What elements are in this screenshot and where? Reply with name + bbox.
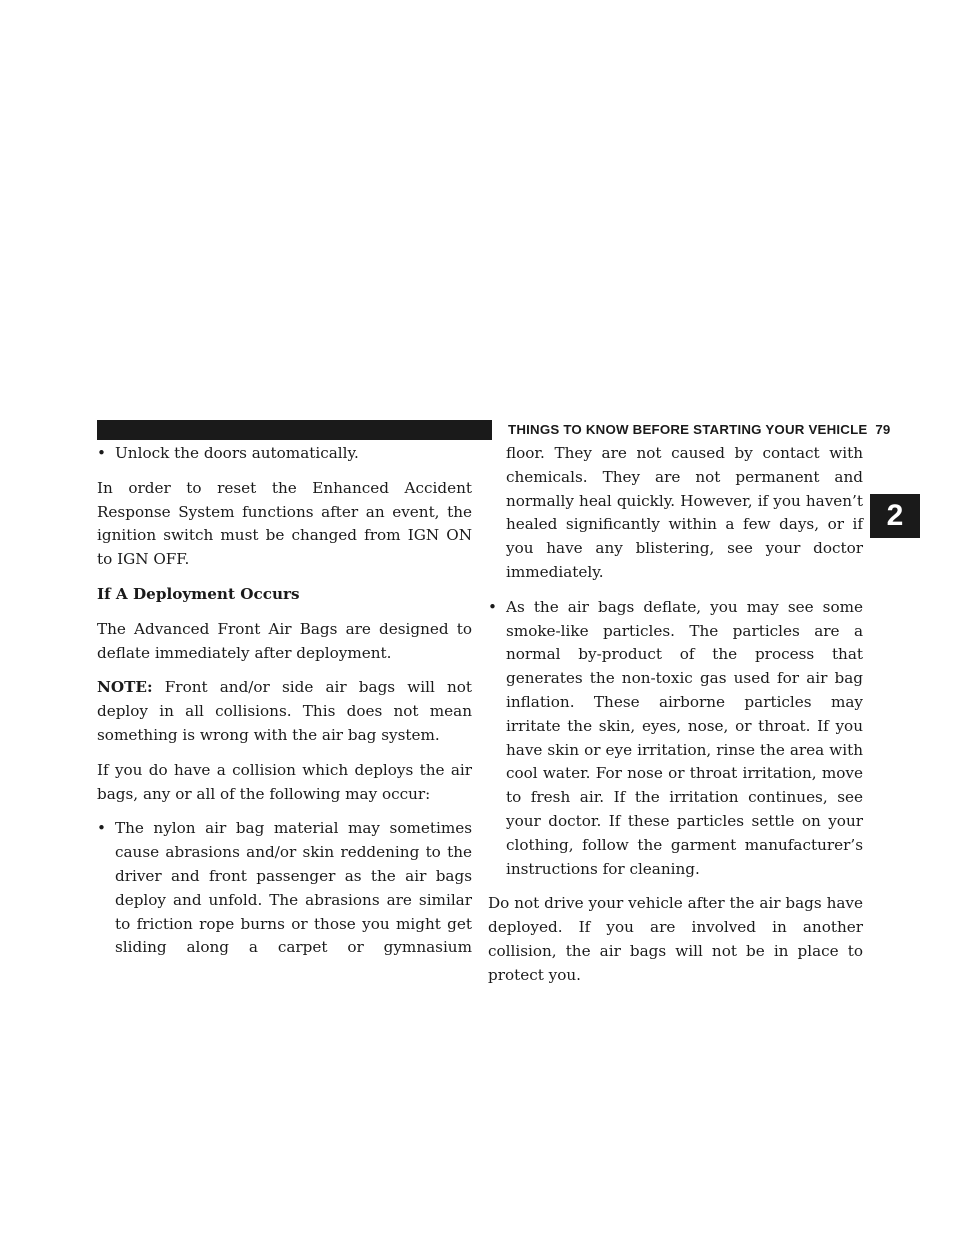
chapter-tab: 2: [870, 494, 920, 538]
list-item-text: The nylon air bag material may sometimes cause abrasions and/or skin reddening to the driver and front passenger as the air bags deploy and unfold. The abrasions are similar to friction rope burns or those you might get sliding along a carpet or gymnasium: [115, 819, 472, 957]
header-title: THINGS TO KNOW BEFORE STARTING YOUR VEHICLE: [508, 422, 868, 437]
list-item-text: Unlock the doors automatically.: [115, 444, 359, 462]
paragraph-collision: If you do have a collision which deploys the air bags, any or all of the following may occur:: [97, 760, 472, 803]
list-item-continuation: floor. They are not caused by contact with chemicals. They are not permanent and normally heal quickly. However, if you haven’t healed significantly within a few days, or if you have any blistering, see your doctor immediately.: [506, 444, 863, 581]
header-bar: [97, 420, 492, 440]
paragraph-reset: In order to reset the Enhanced Accident Response System functions after an event, the ignition switch must be changed from IGN ON to IGN OFF.: [97, 478, 472, 569]
paragraph-deflate: The Advanced Front Air Bags are designed to deflate immediately after deployment.: [97, 619, 472, 662]
list-item: [97, 442, 472, 466]
bullet-icon: •: [488, 597, 497, 616]
section-heading: If A Deployment Occurs: [97, 584, 300, 603]
note-label: NOTE:: [97, 678, 153, 697]
list-item: [488, 596, 863, 882]
paragraph-final: Do not drive your vehicle after the air bags have deployed. If you are involved in another collision, the air bags will not be in place to protect you.: [488, 894, 863, 984]
list-item: [97, 817, 472, 960]
page-number: 79: [875, 422, 891, 437]
left-column: [97, 442, 472, 971]
running-header: [508, 422, 891, 437]
note-paragraph: [97, 676, 472, 747]
right-column: [488, 442, 863, 999]
bullet-icon: •: [97, 444, 106, 462]
list-item-text: As the air bags deflate, you may see some smoke-like particles. The particles are a normal by-product of the process that generates the non-toxic gas used for air bag inflation. These airborne particles may irritate the skin, eyes, nose, or throat. If you have skin or eye irritation, rinse the area with cool water. For nose or throat irritation, move to fresh air. If the irritation continues, see your doctor. If these particles settle on your clothing, follow the garment manufacturer’s instructions for cleaning.: [506, 597, 863, 878]
note-text: Front and/or side air bags will not deploy in all collisions. This does not mean something is wrong with the air bag system.: [97, 678, 472, 744]
bullet-icon: •: [97, 819, 106, 838]
